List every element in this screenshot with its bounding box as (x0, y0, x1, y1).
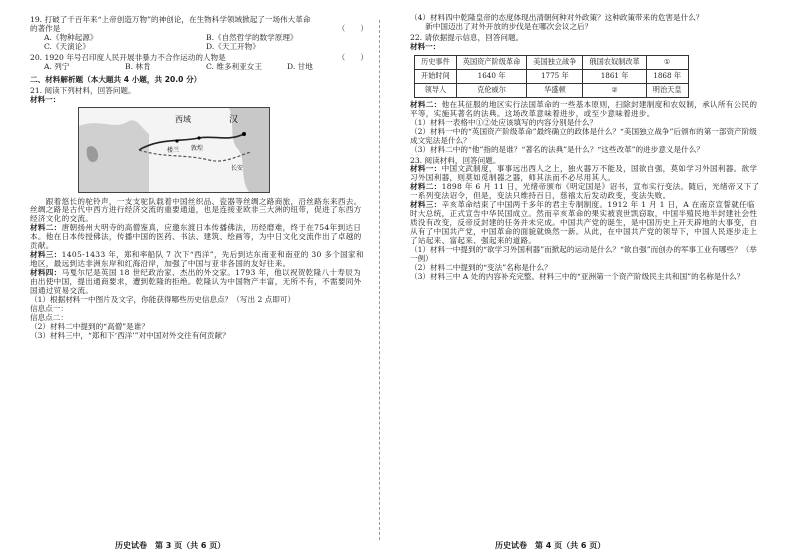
right-page (410, 14, 762, 282)
q20-stem: 20. 1920 年号召印度人民开展非暴力不合作运动的人物是 （ ） (30, 52, 368, 62)
left-page (30, 14, 368, 341)
table-cell: 美国独立战争 (527, 55, 583, 69)
table-cell: 华盛顿 (527, 83, 583, 97)
map-city-dunhuang (197, 136, 200, 139)
table-row (415, 55, 689, 69)
material-2: 材料二：1898 年 6 月 11 日，光绪帝颁布《明定国是》诏书，宣布实行变法。随后，光绪帝又下了一系列变法诏令，但是，变法只维持百日，慈禧太后发动政变，变法失败。 (410, 182, 760, 201)
q19-stem: 19. 打破了千百年来“上帝创造万物”的神创论，在生物科学领域掀起了一场伟大革命 (30, 15, 311, 24)
table-cell: ② (583, 83, 646, 97)
page-footer-left: 历史试卷 第 3 页（共 6 页） (115, 540, 226, 550)
material-1-text: 跟着悠长的驼铃声，一支支驼队载着中国丝织品、瓷器等丝绸之路商旅，沿丝路东来西去。丝绸之路是古代中西方进行经济交流的重要通道，也是连接亚欧非三大洲的纽带，促进了东西方经济文化的交流。 (30, 196, 362, 224)
question-22 (410, 34, 762, 155)
map-label-changan: 长安 (231, 164, 244, 172)
table-cell: 明治天皇 (646, 83, 688, 97)
table-row (415, 83, 689, 97)
q23-stem: 23. 阅读材料，回答问题。 (410, 155, 501, 165)
question-20 (30, 54, 368, 72)
table-cell: 克伦威尔 (456, 83, 527, 97)
option-b: B.《自然哲学的数学原理》 (206, 32, 298, 42)
q20-options (30, 63, 368, 72)
q19-stem-cont: 的著作是 （ ） (30, 23, 368, 33)
q19-options (30, 34, 368, 52)
option-b: B. 林肯 (125, 61, 151, 71)
question-21 (30, 87, 368, 341)
map-city-loulan (175, 139, 178, 142)
q22-stem: 22. 请依据提示信息，回答问题。 (410, 32, 524, 42)
option-c: C.《天演论》 (44, 41, 90, 51)
table-row (415, 69, 689, 83)
question-23 (410, 157, 762, 282)
sub-question-2: （2）材料二中提到的“变法”名称是什么？ (410, 262, 552, 272)
table-row-header: 领导人 (415, 83, 457, 97)
q21-stem: 21. 阅读下列材料，回答问题。 (30, 85, 136, 95)
answer-paren: （ ） (337, 52, 368, 62)
material-4: 材料四：马戛尔尼是英国 18 世纪政治家、杰出的外交家。1793 年，他以祝贺乾隆八十寿辰为由出使中国，提出通商要求，遭到乾隆的拒绝。乾隆认为中国物产丰富，无所不有，不需要同外国通过贸易交流。 (30, 268, 362, 296)
table-row-header: 开始时间 (415, 69, 457, 83)
material-1-label: 材料一： (410, 41, 441, 51)
material-3: 材料三：1405-1433 年，郑和率船队 7 次下“西洋”，先后到达东南亚和南亚的 30 多个国家和地区，最远到达非洲东岸和红海沿岸，加强了中国与亚非各国的友好往来。 (30, 250, 364, 269)
question-19 (30, 16, 368, 52)
material-2: 材料二：他在其征服的地区实行法国革命的一些基本原则，扫除封建制度和农奴制，承认所有公民的平等，实施其著名的法典。这场改革意味着进步，或至少意味着进步。 (410, 99, 758, 118)
material-3: 材料三：辛亥革命结束了中国两千多年的君主专制制度。1912 年 1 月 1 日，A 在南京宣誓就任临时大总统，正式宣告中华民国成立。然而辛亥革命的果实被袁世凯窃取，中国半殖民地半封建社会性质没有改变，反帝反封建的任务并未完成。中国共产党的诞生，是中国历史上开天辟地的大事变，自从有了中国共产党，中国革命的面貌就焕然一新。从此，在中国共产党的领导下，中国人民逐步走上了站起来、富起来、强起来的道路。 (410, 200, 758, 246)
table-cell: 1775 年 (527, 69, 583, 83)
option-a: A.《物种起源》 (44, 32, 98, 42)
option-c: C. 维多利亚女王 (206, 61, 262, 71)
page-divider (379, 20, 380, 540)
history-events-table (414, 55, 689, 98)
map-label-west: 西域 (175, 114, 191, 124)
section-title: 二、材料解析题（本大题共 4 小题，共 20.0 分） (30, 74, 202, 84)
sub-question-1: （1）材料一中提到的“欲学习外国利器”而掀起的运动是什么？“欲自强”而创办的军事工业有哪些？（举一例） (410, 245, 757, 264)
page-footer-right: 历史试卷 第 4 页（共 6 页） (495, 540, 606, 550)
map-label-east: 汉 (229, 114, 239, 125)
q21-sub-question-4-cont: 新中国迈出了对外开放的步伐是在哪次会议之后？ (410, 21, 593, 31)
silk-road-map (78, 107, 270, 193)
sub-question-2: （2）材料一中的“英国资产阶级革命”最终确立的政体是什么？“美国独立战争”后颁布的第一部资产阶级成文宪法是什么？ (410, 126, 757, 145)
info-point-2: 信息点二： (30, 312, 68, 322)
map-label-dunhuang: 敦煌 (191, 144, 204, 152)
info-point-1: 信息点一： (30, 303, 68, 313)
material-1-label: 材料一： (30, 94, 61, 104)
table-cell: 俄国农奴制改革 (583, 55, 646, 69)
option-d: D.《天工开物》 (206, 41, 260, 51)
table-cell: 英国资产阶级革命 (456, 55, 527, 69)
option-a: A. 列宁 (44, 61, 70, 71)
option-d: D. 甘地 (287, 61, 313, 71)
map-city-changan (242, 132, 246, 136)
table-cell: 1861 年 (583, 69, 646, 83)
sub-question-3: （3）材料三中 A 处的内容补充完整。材料三中的“亚洲第一个资产阶级民主共和国”的名称是什么？ (410, 271, 745, 281)
table-cell: 1640 年 (456, 69, 527, 83)
answer-paren: （ ） (337, 23, 368, 33)
material-1: 材料一：中国文武制度，事事远出西人之上，独火器万不能及，国欲自强，莫如学习外国利器。欲学习外国利器，则莫如觅制器之器，师其法而不必尽用其人。 (410, 164, 758, 183)
sub-question-3: （3）材料二中的“他”指的是谁？“著名的法典”是什么？“这些改革”的进步意义是什么？ (410, 144, 704, 154)
material-2: 材料二：唐朝扬州大明寺的高僧鉴真，应邀东渡日本传播佛法，历经磨难，终于在754年到达日本。他在日本传授佛法，传播中国的医药、书法、建筑、绘画等，为中日文化交流作出了卓越的贡献。 (30, 223, 362, 251)
sub-question-1: （1）根据材料一中图片及文字，你能获得哪些历史信息点？（写出 2 点即可） (30, 295, 296, 305)
sub-question-3: （3）材料三中，“郑和下‘西洋’”对中国对外交往有何贡献？ (30, 330, 230, 340)
table-row-header: 历史事件 (415, 55, 457, 69)
sub-question-2: （2）材料二中提到的“高僧”是谁？ (30, 321, 149, 331)
sub-question-1: （1）材料一表格中①②处应该填写的内容分别是什么？ (410, 117, 598, 127)
q21-sub-question-4: （4）材料四中乾隆皇帝的态度体现出清朝何种对外政策？这种政策带来的危害是什么？ (410, 13, 704, 22)
table-cell: 1868 年 (646, 69, 688, 83)
table-cell: ① (646, 55, 688, 69)
map-label-loulan: 楼兰 (167, 146, 180, 154)
